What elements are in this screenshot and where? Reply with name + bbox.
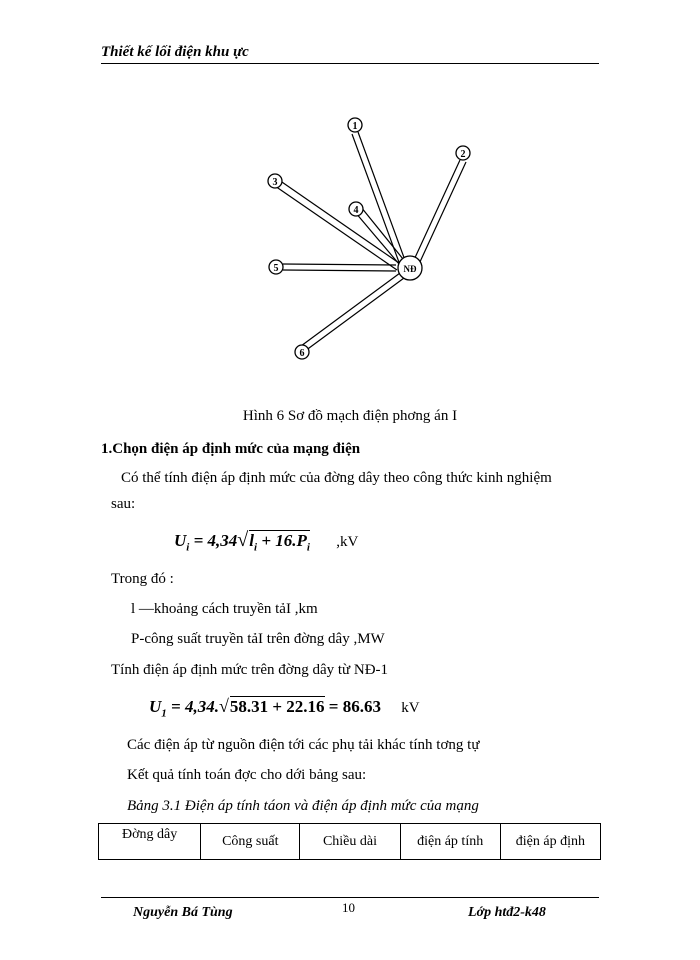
load-node-2 xyxy=(456,146,470,160)
node-label-5: 5 xyxy=(273,263,279,274)
load-node-5 xyxy=(269,260,283,274)
footer-rule xyxy=(101,897,599,898)
formula2-lhs-sub: 1 xyxy=(161,707,167,720)
formula-unit: ,kV xyxy=(336,534,359,550)
sqrt-icon: √ xyxy=(218,696,229,716)
source-node-nd xyxy=(398,256,422,280)
formula-general xyxy=(174,529,358,553)
formula-nd-1 xyxy=(149,696,420,719)
similar-text: Các điện áp từ nguồn điện tới các phụ tải khác tính tơng tự xyxy=(127,737,480,753)
formula2-result: = 86.63 xyxy=(328,697,381,716)
definition-l: l —khoảng cách truyền tảI ,km xyxy=(131,601,318,617)
definition-p: P-công suất truyền tảI trên đờng dây ,MW xyxy=(131,631,385,647)
table-header-cell: điện áp định xyxy=(500,824,600,860)
voltage-table xyxy=(98,823,601,860)
formula2-radicand: 58.31 + 22.16 xyxy=(229,697,325,716)
sqrt-icon: √ xyxy=(237,529,249,551)
figure-caption: Hình 6 Sơ đồ mạch điện phơng án I xyxy=(242,408,458,424)
header-title: Thiết kế lối điện khu ực xyxy=(101,44,249,60)
formula2-coef: = 4,34. xyxy=(171,697,219,716)
result-text: Kết quả tính toán đợc cho dới bảng sau: xyxy=(127,767,367,783)
table-header-cell: Công suất xyxy=(201,824,300,860)
table-header-row xyxy=(99,824,601,860)
node-label-nd: NĐ xyxy=(403,264,417,274)
load-node-3 xyxy=(268,174,282,188)
node-label-2: 2 xyxy=(460,149,466,160)
node-label-4: 4 xyxy=(353,205,359,216)
table-header-cell: điện áp tính xyxy=(400,824,500,860)
formula2-unit: kV xyxy=(401,700,420,716)
formula-lhs-sub: i xyxy=(186,541,190,554)
where-label: Trong đó : xyxy=(111,571,174,587)
load-node-4 xyxy=(349,202,363,216)
table-header-cell: Chiều dài xyxy=(300,824,400,860)
node-label-6: 6 xyxy=(299,348,305,359)
load-node-1 xyxy=(348,118,362,132)
paragraph-line-2: sau: xyxy=(111,496,136,512)
page-number: 10 xyxy=(342,900,355,915)
circuit-diagram xyxy=(0,0,700,400)
calc-intro: Tính điện áp định mức trên đờng dây từ NĐ-1 xyxy=(111,662,389,678)
footer-author: Nguyễn Bá Tùng xyxy=(133,905,233,920)
table-caption: Bảng 3.1 Điện áp tính táon và điện áp định mức của mạng xyxy=(127,798,479,814)
formula2-lhs: U xyxy=(149,697,162,716)
node-label-1: 1 xyxy=(352,121,358,132)
formula-radicand: $l_i + 16.P_i$ xyxy=(249,531,310,554)
load-node-6 xyxy=(295,345,309,359)
table-header-cell: Đờng dây xyxy=(99,824,201,860)
section-title: 1.Chọn điện áp định mức của mạng điện xyxy=(101,441,361,457)
footer-class: Lớp htđ2-k48 xyxy=(468,905,546,920)
formula-lhs: U xyxy=(174,531,187,550)
node-label-3: 3 xyxy=(272,177,278,188)
paragraph-line-1: Có thể tính điện áp định mức của đờng dây theo công thức kinh nghiệm xyxy=(121,470,552,486)
formula-coef: = 4,34 xyxy=(193,531,238,550)
